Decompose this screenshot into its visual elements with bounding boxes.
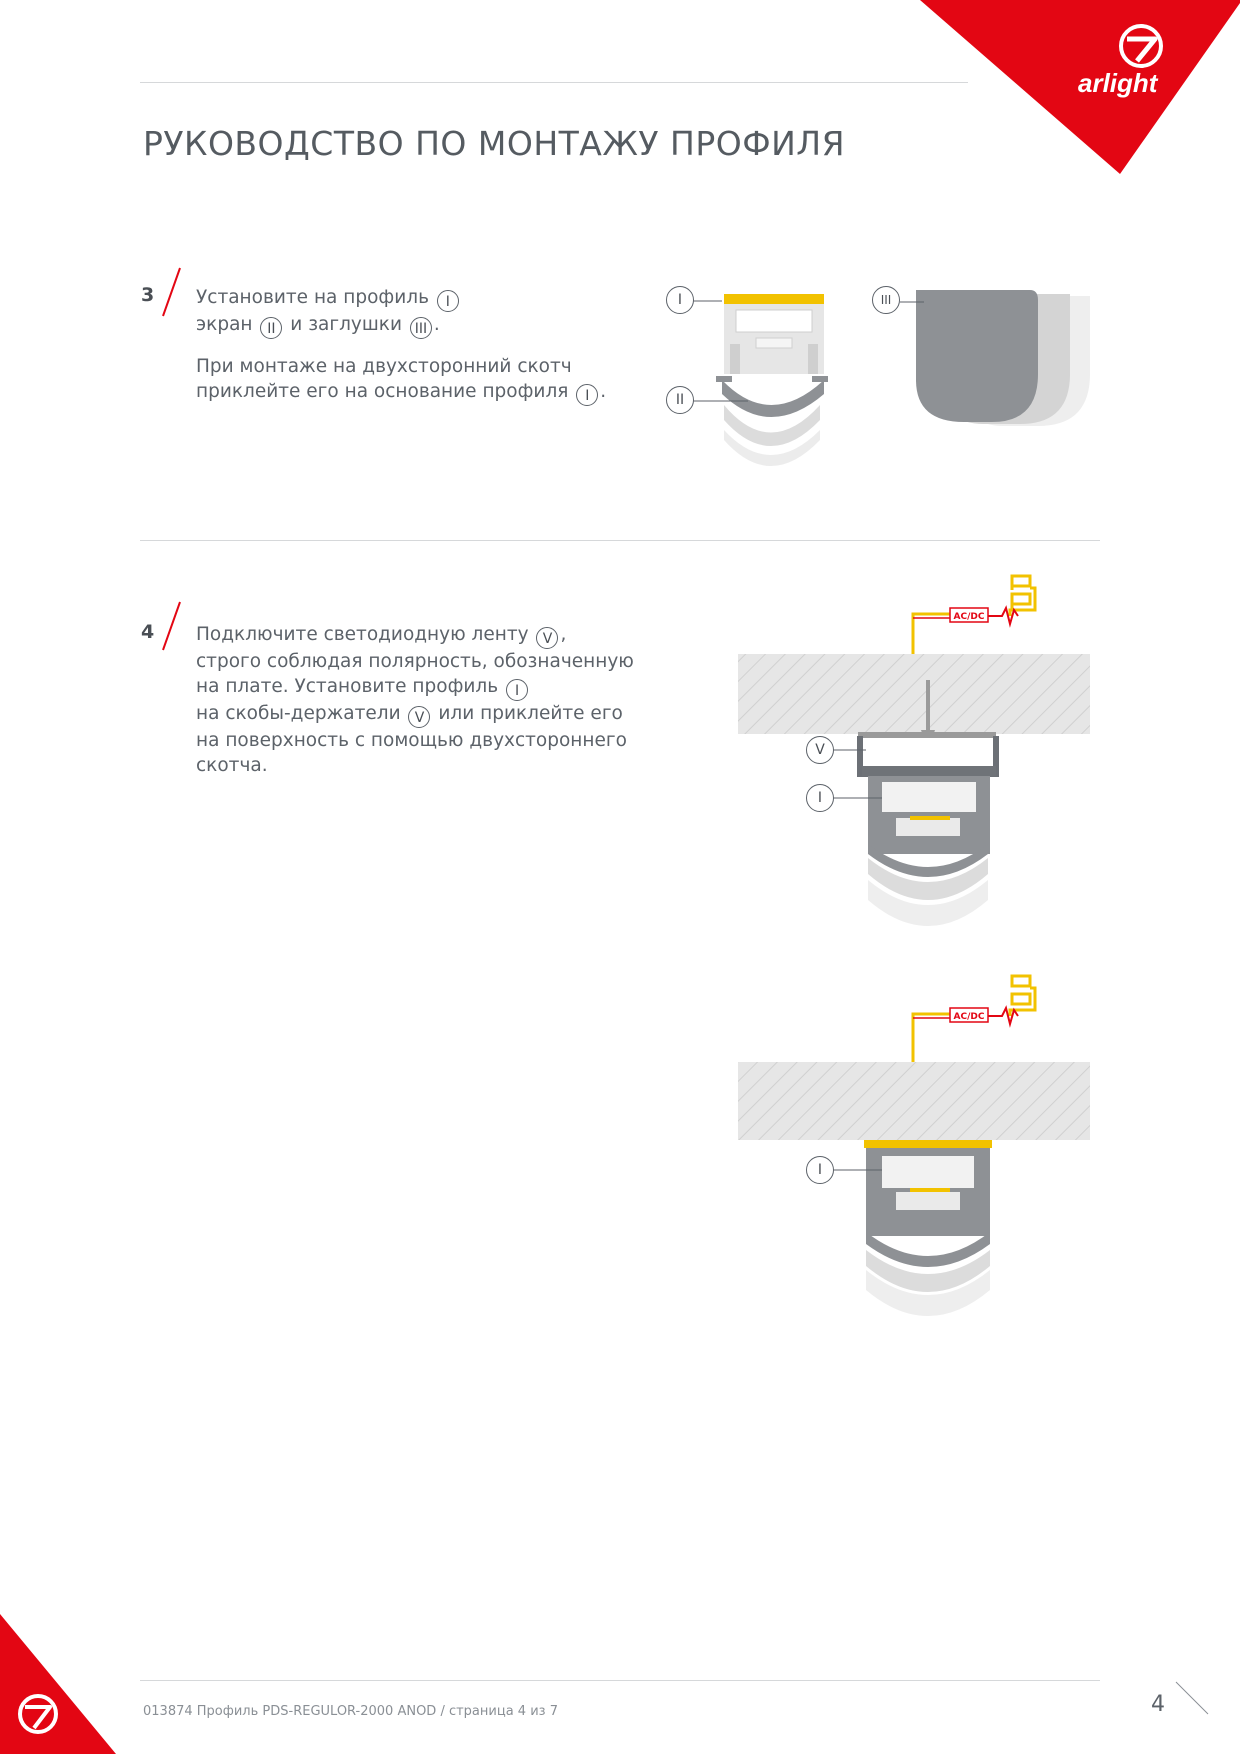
step-3-line-1: Установите на профиль [196,287,429,308]
step-3-text-2 [196,354,606,406]
step-4-line-1: Подключите светодиодную ленту [196,624,529,645]
step-3-line-2a: экран [196,314,253,335]
step-3-line-2b: и заглушки [290,314,402,335]
step-3-text-1 [196,285,461,339]
end-caps-diagram [900,290,1100,430]
step-4-line-4: на скобы-держатели [196,703,401,724]
footer-text: 013874 Профиль PDS-REGULOR-2000 ANOD / страница 4 из 7 [143,1704,558,1719]
tape-ref-badge: V [536,627,558,649]
acdc-label: AC/DC [953,612,985,622]
bracket-mount-diagram [730,570,1100,970]
callout-III: III [872,286,900,314]
step-4-line-6: скотча. [196,755,268,776]
profile-ref-badge-2: I [576,384,598,406]
callout-V: V [806,736,834,764]
step-4-text [196,622,634,778]
page-title: РУКОВОДСТВО ПО МОНТАЖУ ПРОФИЛЯ [143,124,846,163]
screen-ref-badge: II [260,317,282,339]
footer-divider [140,1680,1100,1681]
callout-I: I [666,286,694,314]
brand-corner-bottom [0,1614,120,1754]
section-divider [140,540,1100,541]
step-slash-icon [160,600,184,652]
step-4-line-2: строго соблюдая полярность, обозначенную [196,651,634,672]
step-3-line-3: При монтаже на двухсторонний скотч [196,356,572,377]
callout-II: II [666,386,694,414]
bracket-ref-badge: V [408,706,430,728]
acdc-label-2: AC/DC [953,1012,985,1022]
step-3-line-4: приклейте его на основание профиля [196,381,569,402]
profile-ref-badge-3: I [506,679,528,701]
period: . [600,381,607,402]
step-4-number: 4 [141,621,155,643]
page-corner-slash [1172,1678,1212,1718]
caps-ref-badge: III [410,317,432,339]
profile-ref-badge: I [437,290,459,312]
page-number: 4 [1151,1692,1165,1717]
callout-I-step4b: I [806,1156,834,1184]
step-3-number: 3 [141,284,155,306]
comma: , [560,624,567,645]
tape-mount-diagram [730,970,1100,1340]
top-divider [140,82,968,83]
step-4-line-5: на поверхность с помощью двухстороннего [196,730,627,751]
step-4-line-3: на плате. Установите профиль [196,676,499,697]
profile-cross-section-diagram [660,280,860,490]
callout-I-step4: I [806,784,834,812]
step-slash-icon [160,266,184,318]
logo-text: arlight [1078,68,1158,98]
period: . [433,314,440,335]
step-4-line-4b: или приклейте его [438,703,623,724]
